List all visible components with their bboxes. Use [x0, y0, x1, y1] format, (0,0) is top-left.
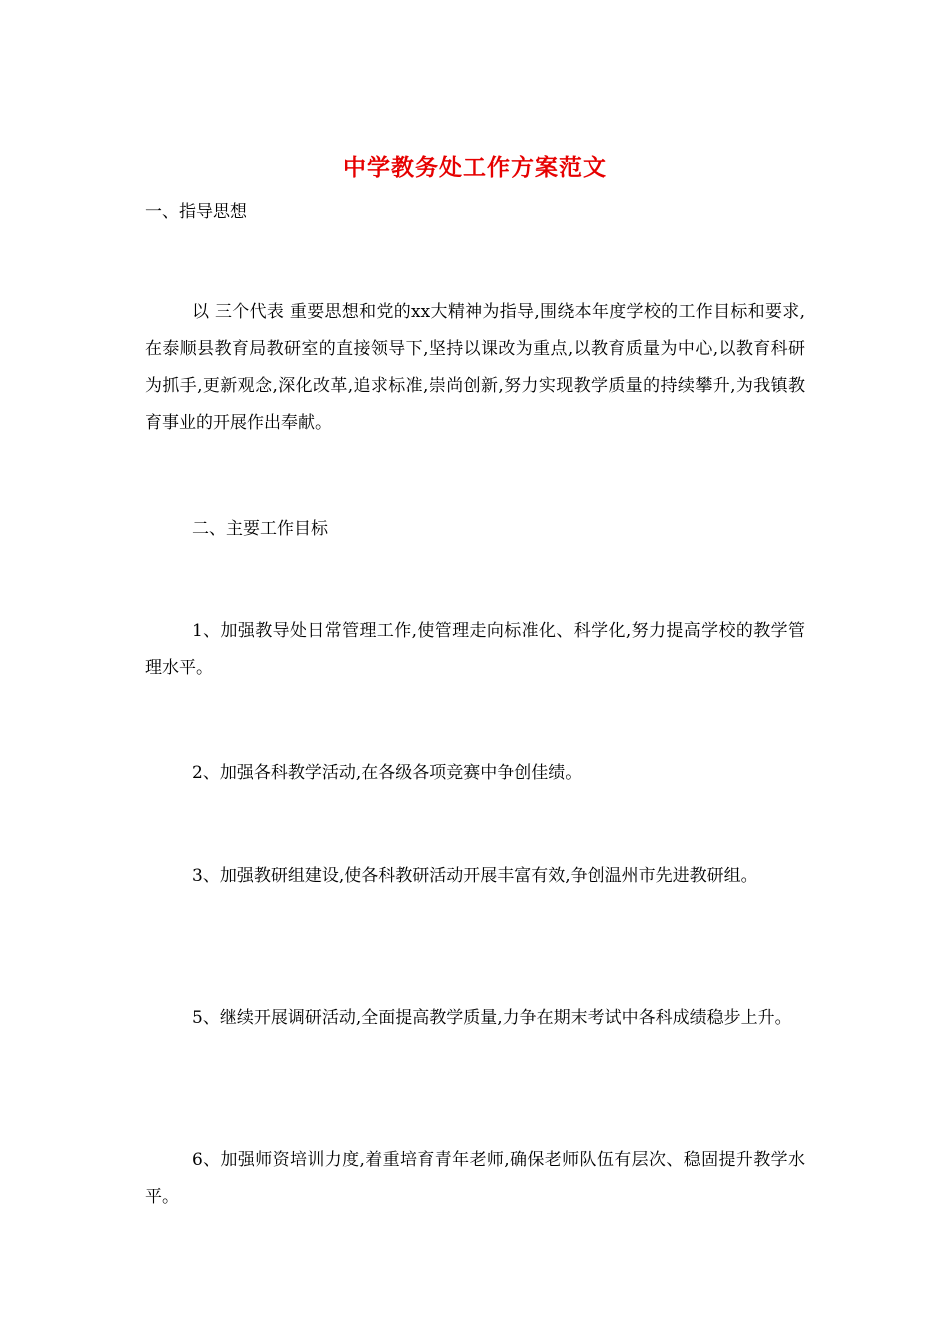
goal-item-1: 1、加强教导处日常管理工作,使管理走向标准化、科学化,努力提高学校的教学管理水平。	[145, 621, 805, 678]
goal-item-3: 3、加强教研组建设,使各科教研活动开展丰富有效,争创温州市先进教研组。	[192, 866, 758, 886]
goal-item-2: 2、加强各科教学活动,在各级各项竞赛中争创佳绩。	[192, 763, 583, 783]
paragraph-guiding-ideology: 以 三个代表 重要思想和党的xx大精神为指导,围绕本年度学校的工作目标和要求,在泰顺县教育局教研室的直接领导下,坚持以课改为重点,以教育质量为中心,以教育科研为抓手,更新观念,深化改革,追求标准,崇尚创新,努力实现教学质量的持续攀升,为我镇教育事业的开展作出奉献。	[145, 302, 805, 433]
section-heading-main-goals: 二、主要工作目标	[192, 519, 328, 539]
section-heading-guiding-ideology: 一、指导思想	[145, 202, 247, 222]
document-title: 中学教务处工作方案范文	[343, 154, 607, 181]
goal-item-5: 5、继续开展调研活动,全面提高教学质量,力争在期末考试中各科成绩稳步上升。	[192, 1008, 792, 1028]
goal-item-6: 6、加强师资培训力度,着重培育青年老师,确保老师队伍有层次、稳固提升教学水平。	[145, 1150, 805, 1207]
